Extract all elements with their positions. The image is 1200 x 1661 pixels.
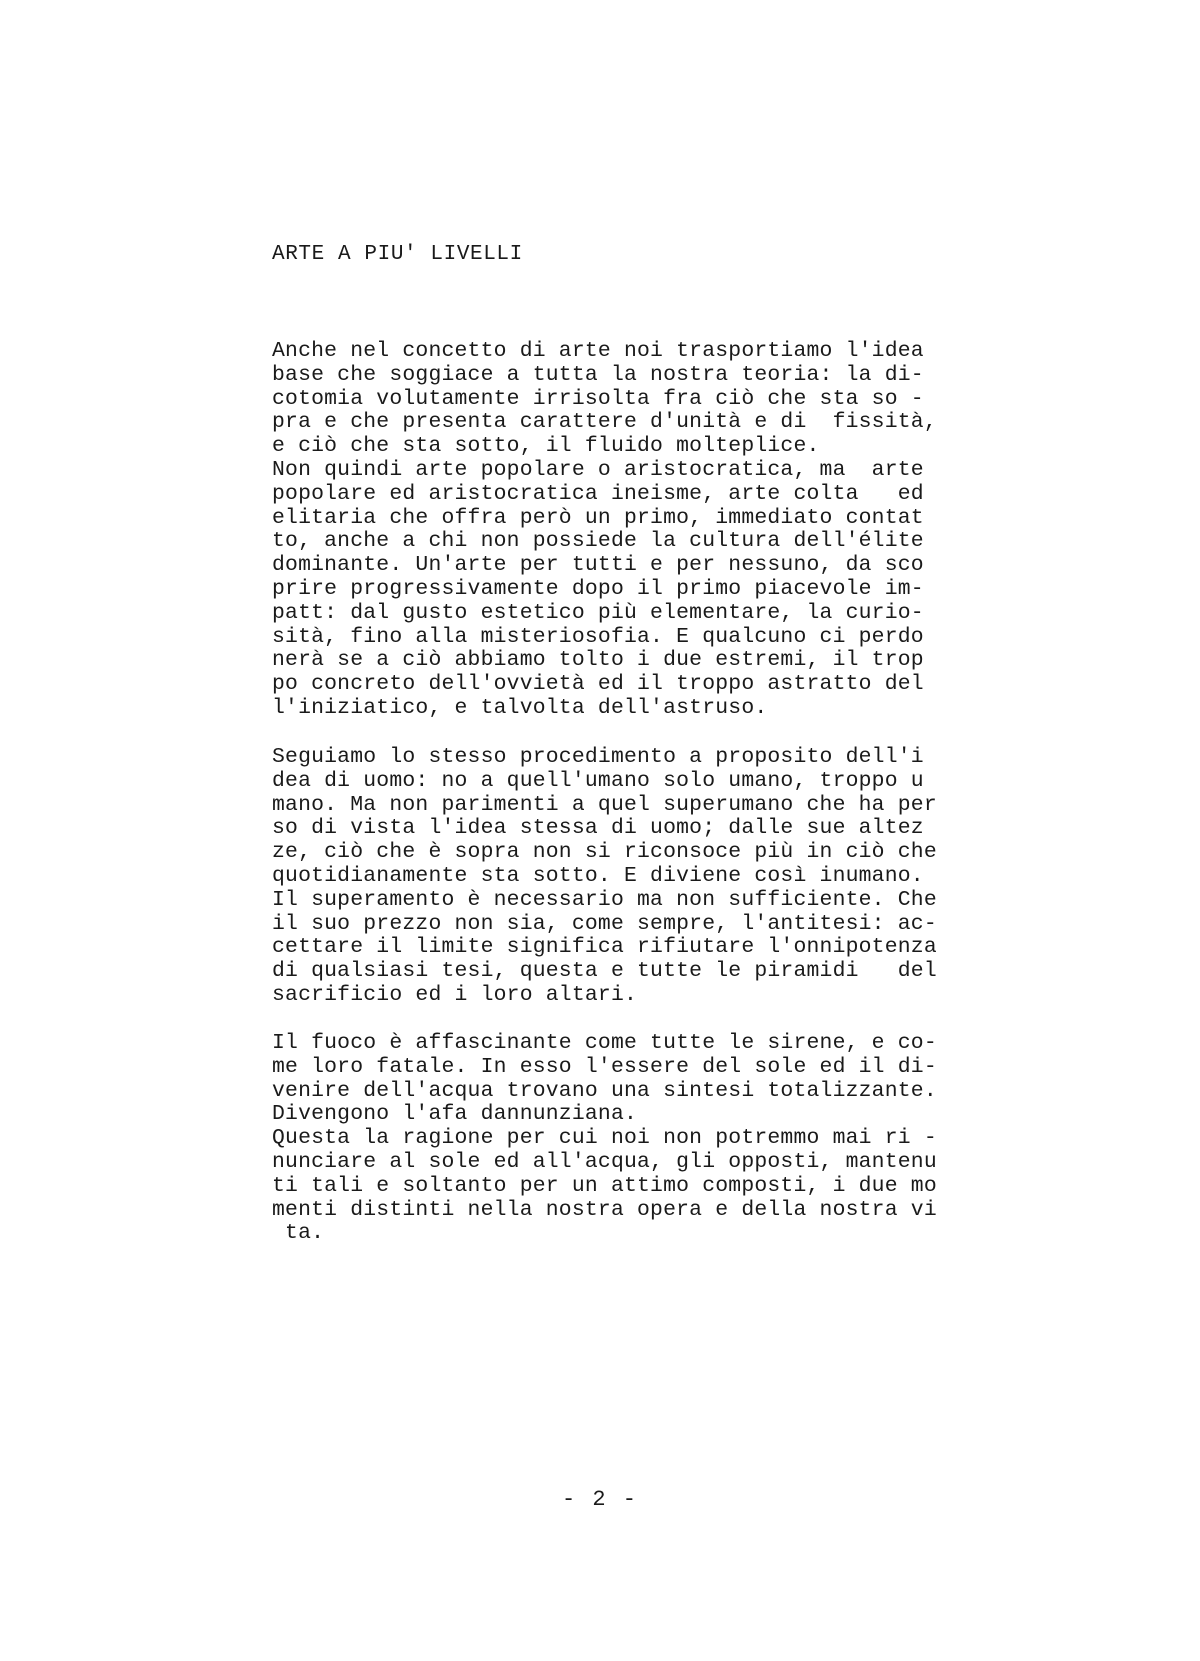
text-line: il suo prezzo non sia, come sempre, l'antitesi: ac-: [272, 911, 937, 936]
paragraph-fire: [272, 1032, 1012, 1246]
text-line: Seguiamo lo stesso procedimento a proposito dell'i: [272, 745, 924, 769]
text-line: sità, fino alla misteriosofia. E qualcuno ci perdo: [272, 624, 924, 649]
text-line: sacrificio ed i loro altari.: [272, 982, 638, 1007]
text-line: Il fuoco è affascinante come tutte le sirene, e co-: [272, 1031, 937, 1055]
text-line: Anche nel concetto di arte noi trasportiamo l'idea: [272, 339, 924, 363]
text-line: menti distinti nella nostra opera e della nostra vi: [272, 1197, 937, 1222]
text-line: venire dell'acqua trovano una sintesi totalizzante.: [272, 1078, 937, 1103]
text-line: nunciare al sole ed all'acqua, gli opposti, mantenu: [272, 1149, 937, 1174]
text-line: me loro fatale. In esso l'essere del sole ed il di-: [272, 1054, 937, 1079]
text-line: ti tali e soltanto per un attimo composti, i due mo: [272, 1173, 937, 1198]
text-line: so di vista l'idea stessa di uomo; dalle sue altez: [272, 816, 924, 841]
paragraph-man: [272, 746, 1012, 1008]
text-line: e ciò che sta sotto, il fluido molteplice.: [272, 434, 820, 459]
text-line: l'iniziatico, e talvolta dell'astruso.: [272, 695, 768, 720]
text-line: dea di uomo: no a quell'umano solo umano, troppo u: [272, 768, 924, 793]
text-line: ze, ciò che è sopra non si riconsoce più in ciò che: [272, 840, 937, 865]
text-line: Questa la ragione per cui noi non potremmo mai ri -: [272, 1126, 937, 1151]
text-line: base che soggiace a tutta la nostra teoria: la di-: [272, 362, 924, 387]
text-line: elitaria che offra però un primo, immediato contat: [272, 505, 924, 530]
text-line: prire progressivamente dopo il primo piacevole im-: [272, 576, 924, 601]
page-number: - 2 -: [561, 1487, 638, 1512]
text-line: Divengono l'afa dannunziana.: [272, 1102, 638, 1127]
text-line: mano. Ma non parimenti a quel superumano che ha per: [272, 792, 937, 817]
text-line: ta.: [272, 1221, 325, 1246]
text-line: Non quindi arte popolare o aristocratica, ma arte: [272, 457, 924, 482]
text-line: quotidianamente sta sotto. E diviene così inumano.: [272, 863, 924, 888]
text-line: po concreto dell'ovvietà ed il troppo astratto del: [272, 672, 924, 697]
text-line: patt: dal gusto estetico più elementare, la curio-: [272, 600, 924, 625]
text-line: popolare ed aristocratica ineisme, arte colta ed: [272, 481, 924, 506]
text-line: Il superamento è necessario ma non sufficiente. Che: [272, 887, 937, 912]
text-line: cotomia volutamente irrisolta fra ciò che sta so -: [272, 386, 924, 411]
text-line: di qualsiasi tesi, questa e tutte le piramidi del: [272, 959, 937, 984]
text-line: to, anche a chi non possiede la cultura dell'élite: [272, 529, 924, 554]
text-line: nerà se a ciò abbiamo tolto i due estremi, il trop: [272, 648, 924, 673]
document-title: ARTE A PIU' LIVELLI: [272, 243, 523, 266]
text-line: dominante. Un'arte per tutti e per nessuno, da sco: [272, 553, 924, 578]
text-line: cettare il limite significa rifiutare l'onnipotenza: [272, 935, 937, 960]
text-line: pra e che presenta carattere d'unità e di fissità,: [272, 410, 937, 435]
paragraph-art: [272, 340, 1012, 721]
